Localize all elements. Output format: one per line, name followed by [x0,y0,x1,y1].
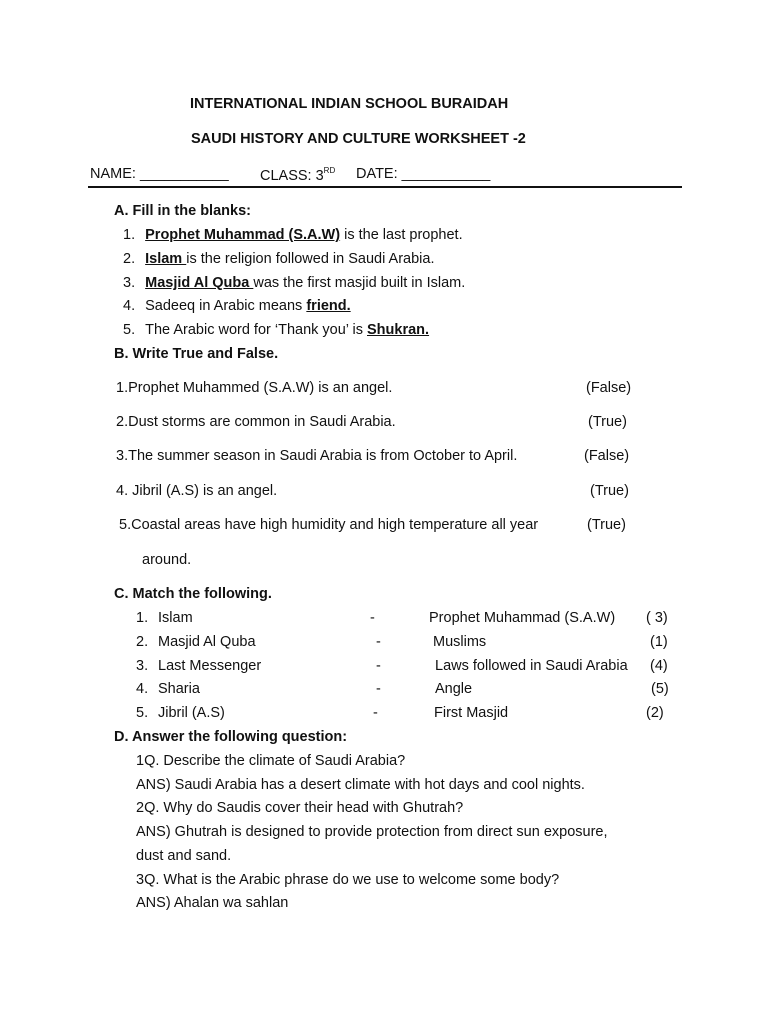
item-number: 1. [123,227,136,243]
item-text: was the first masjid built in Islam. [253,275,466,291]
answer-2-continuation: dust and sand. [136,848,232,864]
match-answer-5: (2) [646,705,664,721]
question-1: 1Q. Describe the climate of Saudi Arabia? [136,753,406,769]
answer-1: ANS) Saudi Arabia has a desert climate with hot days and cool nights. [136,777,585,793]
question-3: 3Q. What is the Arabic phrase do we use to welcome some body? [136,872,560,888]
match-num-3: 3. [136,658,149,674]
worksheet-title: SAUDI HISTORY AND CULTURE WORKSHEET -2 [191,131,526,147]
match-answer-3: (4) [650,658,668,674]
fill-item-4 [123,298,351,315]
answer-3: ANS) Ahalan wa sahlan [136,895,289,911]
match-right-1: Prophet Muhammad (S.A.W) [429,610,616,626]
tf-answer-1: (False) [586,380,632,396]
blank-answer: Prophet Muhammad (S.A.W) [145,227,341,243]
blank-answer: Shukran. [367,322,430,338]
section-b-title: B. Write True and False. [114,346,279,362]
class-label: CLASS: 3 [260,168,324,184]
tf-answer-5: (True) [587,517,626,533]
section-d-title: D. Answer the following question: [114,729,348,745]
tf-question-4: 4. Jibril (A.S) is an angel. [116,483,278,499]
item-number: 2. [123,251,136,267]
name-field: NAME: ___________ [90,166,229,182]
match-num-4: 4. [136,681,149,697]
match-left-5: Jibril (A.S) [158,705,225,721]
match-right-3: Laws followed in Saudi Arabia [435,658,628,674]
fill-item-2 [123,251,435,268]
class-superscript: RD [323,166,336,175]
match-dash-4: - [376,681,381,697]
section-c-title: C. Match the following. [114,586,272,602]
match-num-1: 1. [136,610,149,626]
section-a-title: A. Fill in the blanks: [114,203,251,219]
item-text: is the religion followed in Saudi Arabia. [186,251,435,267]
answer-2: ANS) Ghutrah is designed to provide protection from direct sun exposure, [136,824,608,840]
match-right-5: First Masjid [434,705,509,721]
blank-answer: Masjid Al Quba [145,275,254,291]
item-number: 4. [123,298,136,314]
tf-answer-4: (True) [590,483,629,499]
tf-question-1: 1.Prophet Muhammed (S.A.W) is an angel. [116,380,393,396]
fill-item-1 [123,227,463,244]
date-field: DATE: ___________ [356,166,491,182]
tf-question-5: 5.Coastal areas have high humidity and high temperature all year [119,517,539,533]
match-right-4: Angle [435,681,473,697]
tf-question-3: 3.The summer season in Saudi Arabia is from October to April. [116,448,518,464]
match-num-5: 5. [136,705,149,721]
item-number: 3. [123,275,136,291]
match-answer-4: (5) [651,681,669,697]
item-text: Sadeeq in Arabic means [145,298,307,314]
match-left-4: Sharia [158,681,200,697]
header-divider [88,186,682,188]
match-num-2: 2. [136,634,149,650]
match-dash-5: - [373,705,378,721]
fill-item-5 [123,322,429,339]
match-answer-2: (1) [650,634,668,650]
match-answer-1: ( 3) [646,610,668,626]
match-dash-1: - [370,610,375,626]
item-text: is the last prophet. [340,227,463,243]
blank-answer: Islam [145,251,187,267]
fill-item-3 [123,275,465,292]
class-field [260,166,335,185]
tf-question-2: 2.Dust storms are common in Saudi Arabia. [116,414,396,430]
school-name: INTERNATIONAL INDIAN SCHOOL BURAIDAH [190,96,509,112]
blank-answer: friend. [306,298,351,314]
tf-question-5-continuation: around. [142,552,192,568]
question-2: 2Q. Why do Saudis cover their head with Ghutrah? [136,800,464,816]
match-right-2: Muslims [433,634,487,650]
match-dash-3: - [376,658,381,674]
match-left-3: Last Messenger [158,658,262,674]
match-left-2: Masjid Al Quba [158,634,256,650]
tf-answer-2: (True) [588,414,627,430]
match-dash-2: - [376,634,381,650]
item-number: 5. [123,322,136,338]
tf-answer-3: (False) [584,448,630,464]
item-text: The Arabic word for ‘Thank you’ is [145,322,368,338]
match-left-1: Islam [158,610,193,626]
